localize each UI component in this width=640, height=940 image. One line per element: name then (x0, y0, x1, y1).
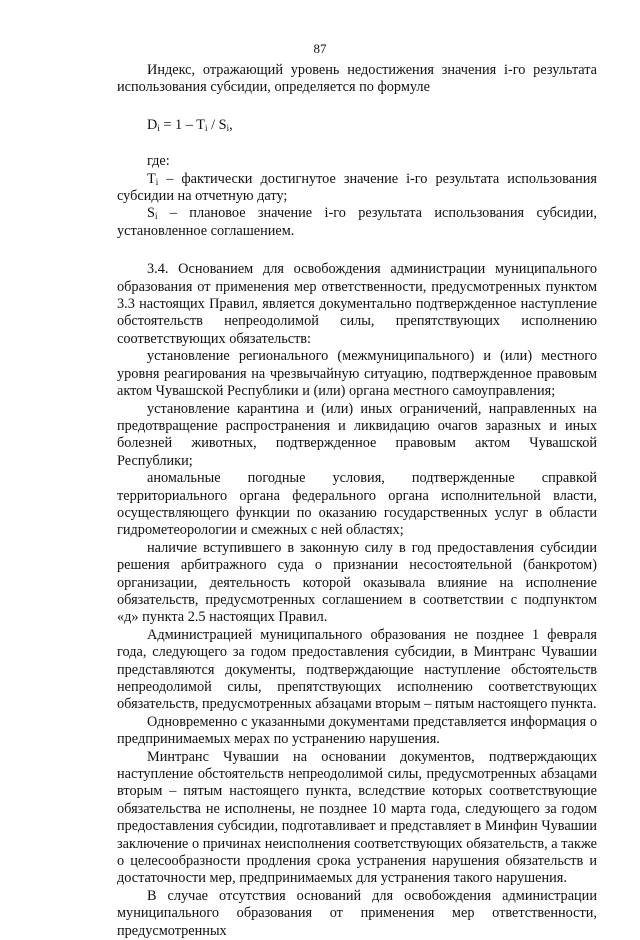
where-s-symbol: S (147, 205, 155, 222)
where-t-sub: i (155, 176, 159, 187)
document-body (117, 62, 597, 940)
formula-t-sub: i (204, 122, 208, 133)
formula-s-sub: i (226, 122, 230, 133)
where-t-text: – фактически достигнутое значение i-го результата использования субсидии на отчетную дату; (117, 170, 597, 205)
paragraph-no-grounds: В случае отсутствия оснований для освобождения администрации муниципального образования от применения мер ответственности, предусмотренных (117, 887, 597, 939)
where-s-text: – плановое значение i-го результата использования субсидии, установленное соглашением. (117, 205, 597, 239)
formula-eq: = 1 – T (159, 116, 205, 133)
formula-lhs: D (147, 116, 158, 133)
where-label: где: (147, 153, 170, 170)
paragraph-documents-deadline: Администрацией муниципального образования не позднее 1 февраля года, следующего за годом предоставления субсидии, в Минтранс Чувашии представляются документы, подтверждающие наступление обстоятельств непреодолимой силы, препятствующих исполнению соответствующих обязательств, предусмотренных абзацами вторым – пятым настоящего пункта. (117, 626, 597, 713)
paragraph-bankruptcy: наличие вступившего в законную силу в год предоставления субсидии решения арбитражного суда о признании несостоятельной (банкротом) организации, деятельность которой оказывала влияние на исполнение обязательств, предусмотренных соглашением в соответствии с подпунктом «д» пункта 2.5 настоящих Правил. (117, 539, 597, 626)
paragraph-regional-emergency: установление регионального (межмуниципального) и (или) местного уровня реагирования на чрезвычайную ситуацию, подтвержденное правовым актом Чувашской Республики и (или) органа местного самоуправления; (117, 348, 597, 400)
formula-tail: , (229, 116, 233, 133)
paragraph-3-4: 3.4. Основанием для освобождения администрации муниципального образования от применения мер ответственности, предусмотренных пунктом 3.3 настоящих Правил, является документально подтвержденное наступление обстоятельств непреодолимой силы, препятствующих исполнению соответствующих обязательств: (117, 261, 597, 347)
paragraph-weather: аномальные погодные условия, подтвержденные справкой территориального органа федерального органа исполнительной власти, осуществляющего функции по оказанию государственных услуг в области гидрометеорологии и смежных с ней областях; (117, 470, 597, 539)
page-number: 87 (313, 41, 327, 56)
paragraph-quarantine: установление карантина и (или) иных ограничений, направленных на предотвращение распространения и ликвидацию очагов заразных и иных болезней животных, подтвержденное правовым актом Чувашской Республики; (117, 400, 597, 469)
where-t-symbol: T (147, 170, 156, 187)
where-s-sub: i (154, 211, 158, 222)
formula-lhs-sub: i (157, 122, 160, 133)
paragraph-information: Одновременно с указанными документами представляется информация о предпринимаемых мерах по устранению нарушения. (117, 713, 597, 748)
formula-slash: / S (207, 116, 227, 133)
formula (117, 117, 597, 134)
paragraph-mintrans-conclusion: Минтранс Чувашии на основании документов, подтверждающих наступление обстоятельств непреодолимой силы, предусмотренных абзацами вторым – пятым настоящего пункта, вследствие которых соответствующие обязательства не исполнены, не позднее 10 марта года, следующего за годом предоставления субсидии, подготавливает и представляет в Минфин Чувашии заключение о причинах неисполнения соответствующих обязательств, а также о целесообразности продления срока устранения нарушения обязательств и достаточности мер, предпринимаемых для устранения такого нарушения. (117, 748, 597, 887)
intro-paragraph: Индекс, отражающий уровень недостижения значения i-го результата использования субсидии, определяется по формуле (117, 62, 597, 96)
where-t-definition (117, 171, 597, 206)
where-s-definition (117, 205, 597, 240)
